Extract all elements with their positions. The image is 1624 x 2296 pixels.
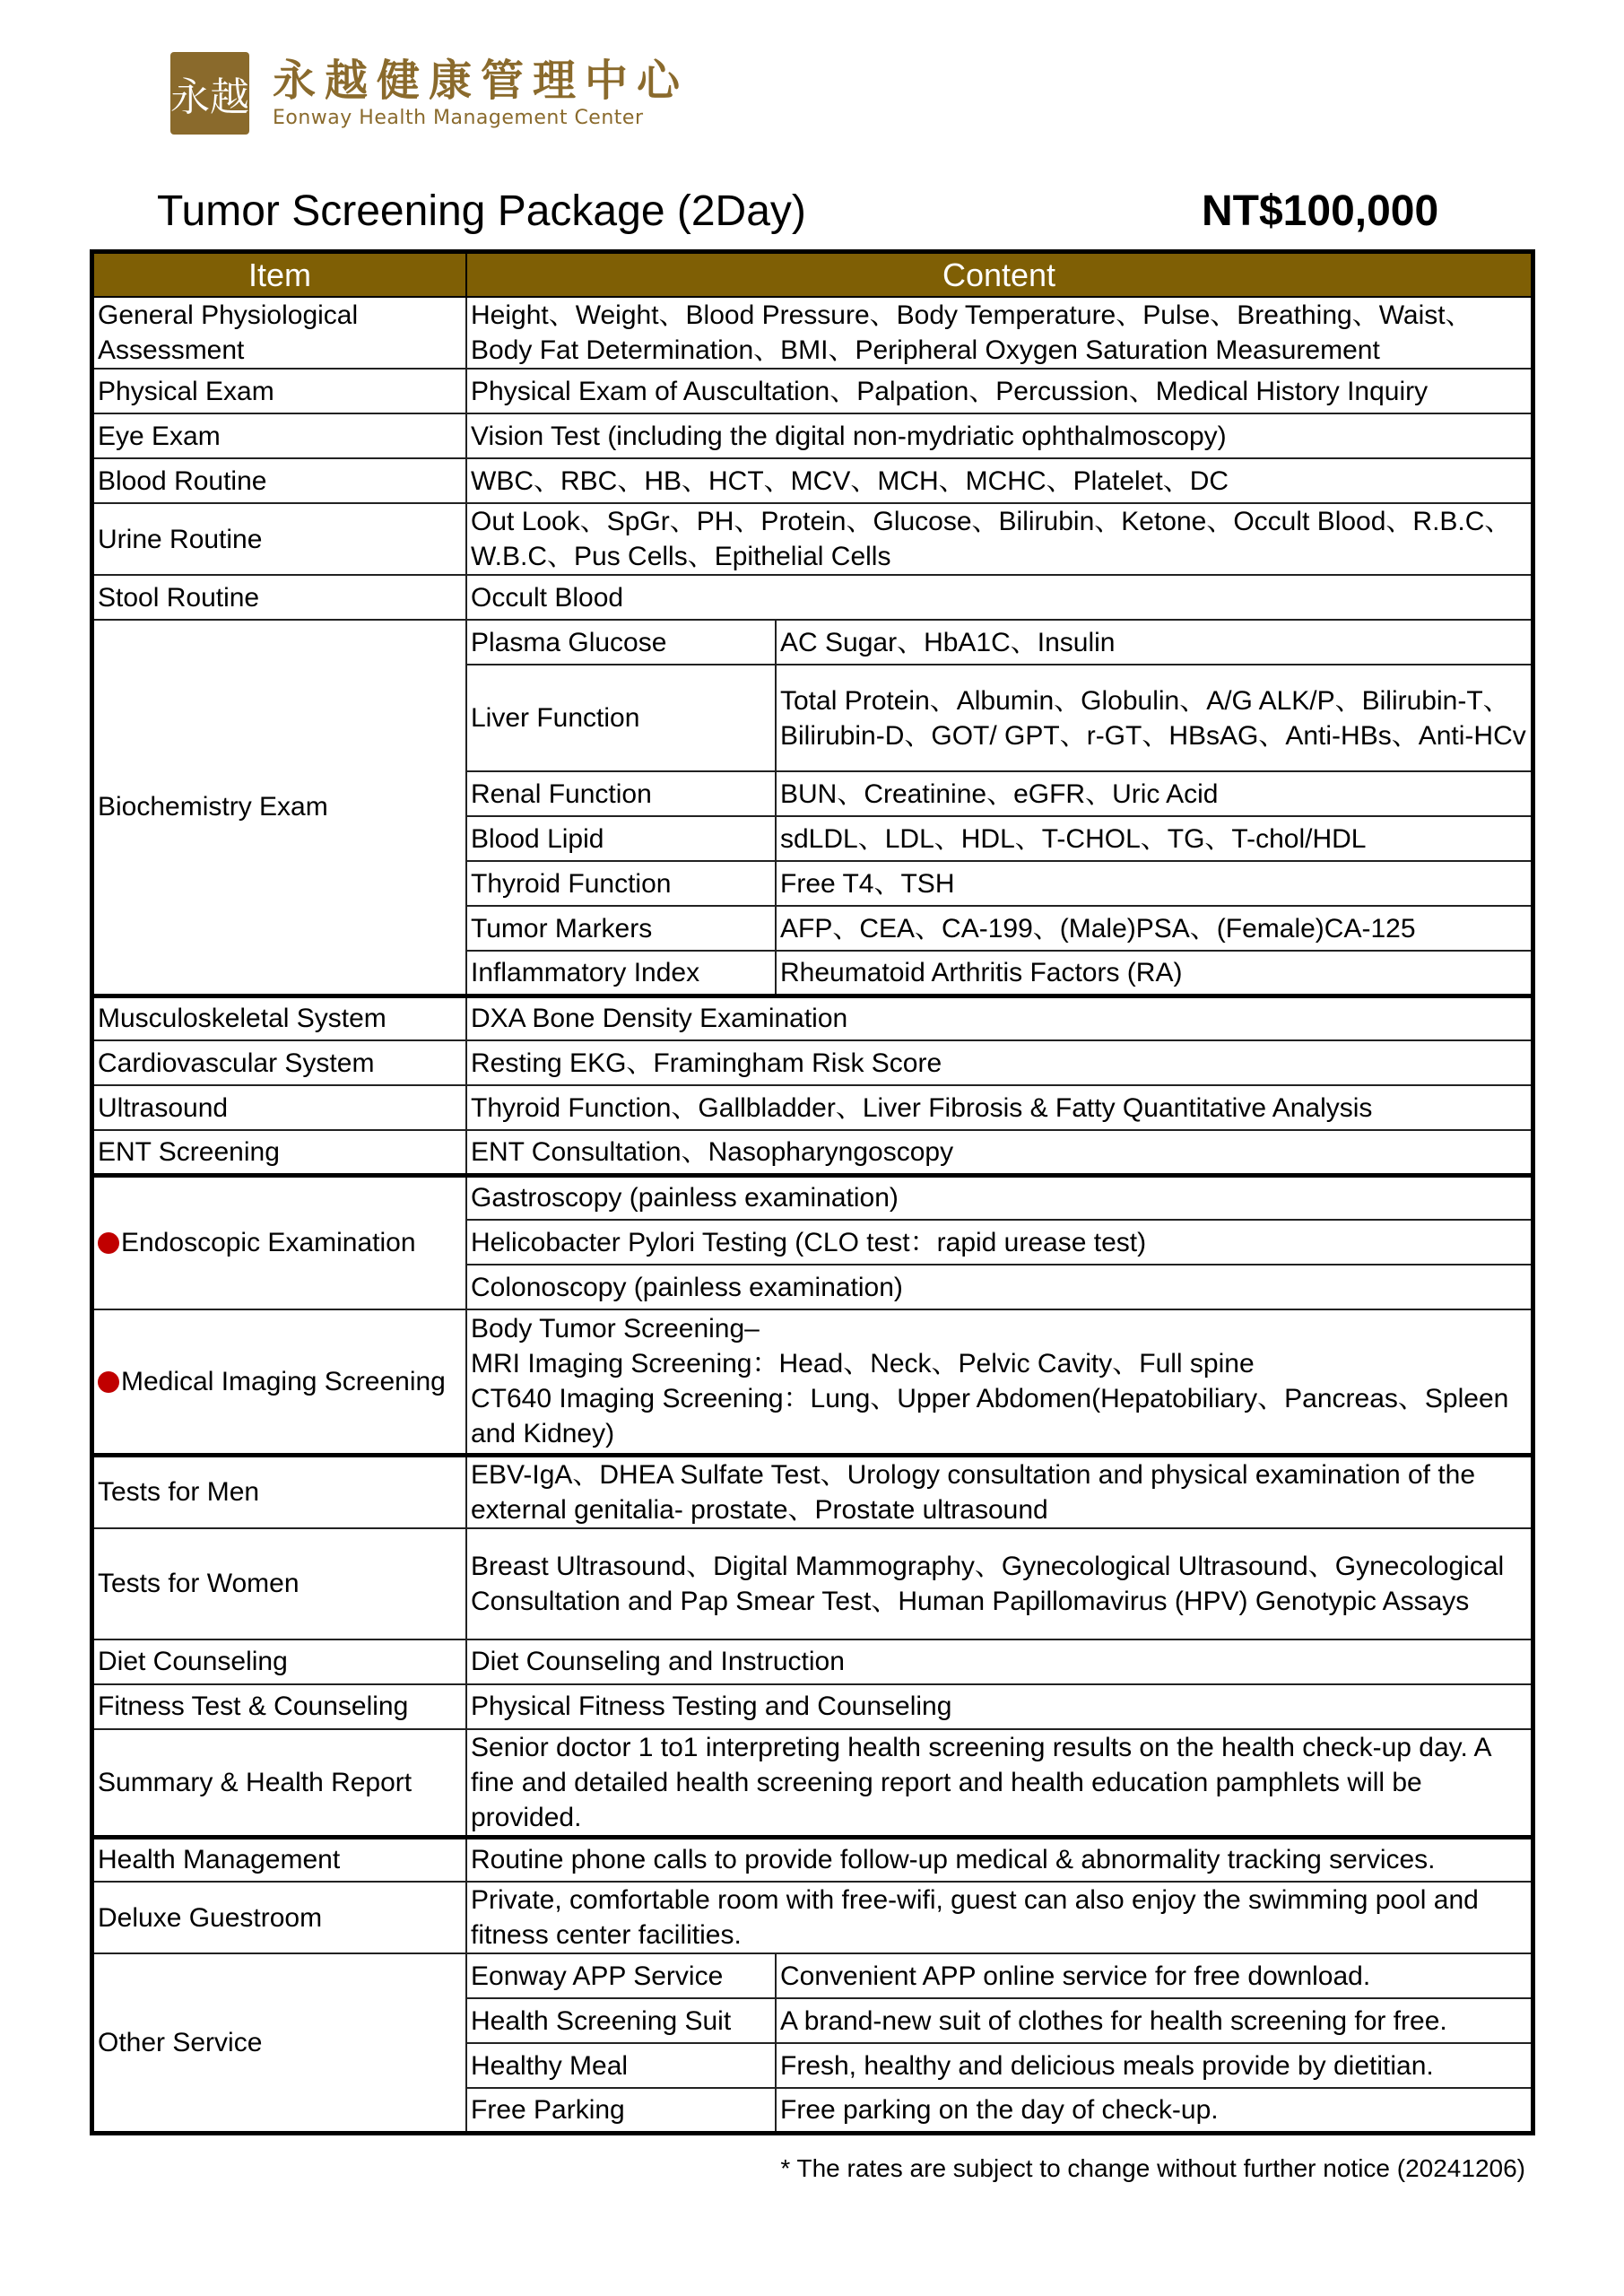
sub-name: Blood Lipid [466, 816, 776, 861]
brand-name-en: Eonway Health Management Center [273, 107, 644, 129]
header-item: Item [92, 252, 467, 298]
row-item: Health Management [92, 1837, 467, 1882]
other-item: Other Service [92, 1953, 467, 2133]
endoscopic-content: Colonoscopy (painless examination) [466, 1265, 1533, 1309]
row-content: ENT Consultation、Nasopharyngoscopy [466, 1130, 1533, 1175]
header-content: Content [466, 252, 1533, 298]
row-item: General Physiological Assessment [92, 297, 467, 369]
red-dot-icon [98, 1232, 119, 1254]
row-content: EBV-IgA、DHEA Sulfate Test、Urology consultation and physical examination of the external genitalia- prostate、Prostate ultrasound [466, 1455, 1533, 1528]
imaging-content: Body Tumor Screening– MRI Imaging Screening：Head、Neck、Pelvic Cavity、Full spine CT640 Imaging Screening：Lung、Upper Abdomen(Hepatobiliary、Pancreas、Spleen and Kidney) [466, 1309, 1533, 1455]
row-content: Thyroid Function、Gallbladder、Liver Fibrosis & Fatty Quantitative Analysis [466, 1085, 1533, 1130]
table-row [92, 1837, 1533, 1882]
row-content: DXA Bone Density Examination [466, 996, 1533, 1040]
row-content: Physical Fitness Testing and Counseling [466, 1684, 1533, 1729]
row-item: Musculoskeletal System [92, 996, 467, 1040]
sub-name: Thyroid Function [466, 861, 776, 906]
sub-name: Eonway APP Service [466, 1953, 776, 1998]
table-row [92, 1729, 1533, 1838]
biochem-row [92, 620, 1533, 665]
row-item: ENT Screening [92, 1130, 467, 1175]
brand-name-cn: 永越健康管理中心 [273, 56, 690, 106]
biochem-item: Biochemistry Exam [92, 620, 467, 996]
other-row [92, 1953, 1533, 1998]
sub-name: Free Parking [466, 2088, 776, 2133]
sub-name: Inflammatory Index [466, 951, 776, 996]
package-table [90, 249, 1535, 2135]
logo-mark-icon: 永越 [170, 52, 249, 135]
row-item: Physical Exam [92, 369, 467, 413]
endoscopic-item: Endoscopic Examination [92, 1175, 467, 1309]
row-item: Summary & Health Report [92, 1729, 467, 1838]
row-item: Fitness Test & Counseling [92, 1684, 467, 1729]
sub-name: Tumor Markers [466, 906, 776, 951]
sub-content: BUN、Creatinine、eGFR、Uric Acid [776, 771, 1533, 816]
sub-name: Health Screening Suit [466, 1998, 776, 2043]
table-row [92, 297, 1533, 369]
table-row [92, 413, 1533, 458]
endoscopic-content: Helicobacter Pylori Testing (CLO test：rapid urease test) [466, 1220, 1533, 1265]
sub-content: Rheumatoid Arthritis Factors (RA) [776, 951, 1533, 996]
package-title: Tumor Screening Package (2Day) [157, 187, 806, 235]
row-content: Out Look、SpGr、PH、Protein、Glucose、Bilirubin、Ketone、Occult Blood、R.B.C、W.B.C、Pus Cells、Epithelial Cells [466, 503, 1533, 575]
row-content: Vision Test (including the digital non-mydriatic ophthalmoscopy) [466, 413, 1533, 458]
row-content: Height、Weight、Blood Pressure、Body Temperature、Pulse、Breathing、Waist、Body Fat Determination、BMI、Peripheral Oxygen Saturation Measurement [466, 297, 1533, 369]
row-item: Ultrasound [92, 1085, 467, 1130]
endoscopic-row [92, 1175, 1533, 1220]
sub-content: sdLDL、LDL、HDL、T-CHOL、TG、T-chol/HDL [776, 816, 1533, 861]
table-row [92, 458, 1533, 503]
row-item: Deluxe Guestroom [92, 1882, 467, 1953]
imaging-row [92, 1309, 1533, 1455]
table-row [92, 1684, 1533, 1729]
row-content: Senior doctor 1 to1 interpreting health screening results on the health check-up day. A fine and detailed health screening report and health education pamphlets will be provided. [466, 1729, 1533, 1838]
row-item: Tests for Men [92, 1455, 467, 1528]
row-item: Stool Routine [92, 575, 467, 620]
brand-logo [170, 52, 689, 135]
table-row [92, 1085, 1533, 1130]
table-row [92, 369, 1533, 413]
endoscopic-content: Gastroscopy (painless examination) [466, 1175, 1533, 1220]
sub-content: Free parking on the day of check-up. [776, 2088, 1533, 2133]
row-item: Diet Counseling [92, 1639, 467, 1684]
row-item: Blood Routine [92, 458, 467, 503]
sub-content: Free T4、TSH [776, 861, 1533, 906]
row-content: WBC、RBC、HB、HCT、MCV、MCH、MCHC、Platelet、DC [466, 458, 1533, 503]
package-price: NT$100,000 [1202, 187, 1439, 235]
sub-content: AC Sugar、HbA1C、Insulin [776, 620, 1533, 665]
row-content: Breast Ultrasound、Digital Mammography、Gynecological Ultrasound、Gynecological Consultation and Pap Smear Test、Human Papillomavirus (HPV) Genotypic Assays [466, 1528, 1533, 1639]
table-row [92, 1455, 1533, 1528]
row-content: Routine phone calls to provide follow-up medical & abnormality tracking services. [466, 1837, 1533, 1882]
sub-content: Convenient APP online service for free download. [776, 1953, 1533, 1998]
row-content: Diet Counseling and Instruction [466, 1639, 1533, 1684]
table-row [92, 1130, 1533, 1175]
table-row [92, 996, 1533, 1040]
table-row [92, 1528, 1533, 1639]
table-row [92, 575, 1533, 620]
table-row [92, 1882, 1533, 1953]
table-row [92, 1040, 1533, 1085]
sub-content: A brand-new suit of clothes for health screening for free. [776, 1998, 1533, 2043]
row-content: Occult Blood [466, 575, 1533, 620]
row-content: Private, comfortable room with free-wifi, guest can also enjoy the swimming pool and fitness center facilities. [466, 1882, 1533, 1953]
table-row [92, 503, 1533, 575]
footer-note: * The rates are subject to change without further notice (20241206) [780, 2154, 1525, 2182]
sub-name: Renal Function [466, 771, 776, 816]
sub-content: Total Protein、Albumin、Globulin、A/G ALK/P、Bilirubin-T、Bilirubin-D、GOT/ GPT、r-GT、HBsAG、Anti-HBs、Anti-HCv [776, 665, 1533, 771]
imaging-item: Medical Imaging Screening [92, 1309, 467, 1455]
row-item: Tests for Women [92, 1528, 467, 1639]
sub-name: Plasma Glucose [466, 620, 776, 665]
row-item: Cardiovascular System [92, 1040, 467, 1085]
table-header-row [92, 252, 1533, 298]
red-dot-icon [98, 1371, 119, 1393]
sub-name: Healthy Meal [466, 2043, 776, 2088]
table-row [92, 1639, 1533, 1684]
sub-content: AFP、CEA、CA-199、(Male)PSA、(Female)CA-125 [776, 906, 1533, 951]
row-content: Resting EKG、Framingham Risk Score [466, 1040, 1533, 1085]
row-item: Eye Exam [92, 413, 467, 458]
row-content: Physical Exam of Auscultation、Palpation、Percussion、Medical History Inquiry [466, 369, 1533, 413]
row-item: Urine Routine [92, 503, 467, 575]
sub-name: Liver Function [466, 665, 776, 771]
sub-content: Fresh, healthy and delicious meals provide by dietitian. [776, 2043, 1533, 2088]
